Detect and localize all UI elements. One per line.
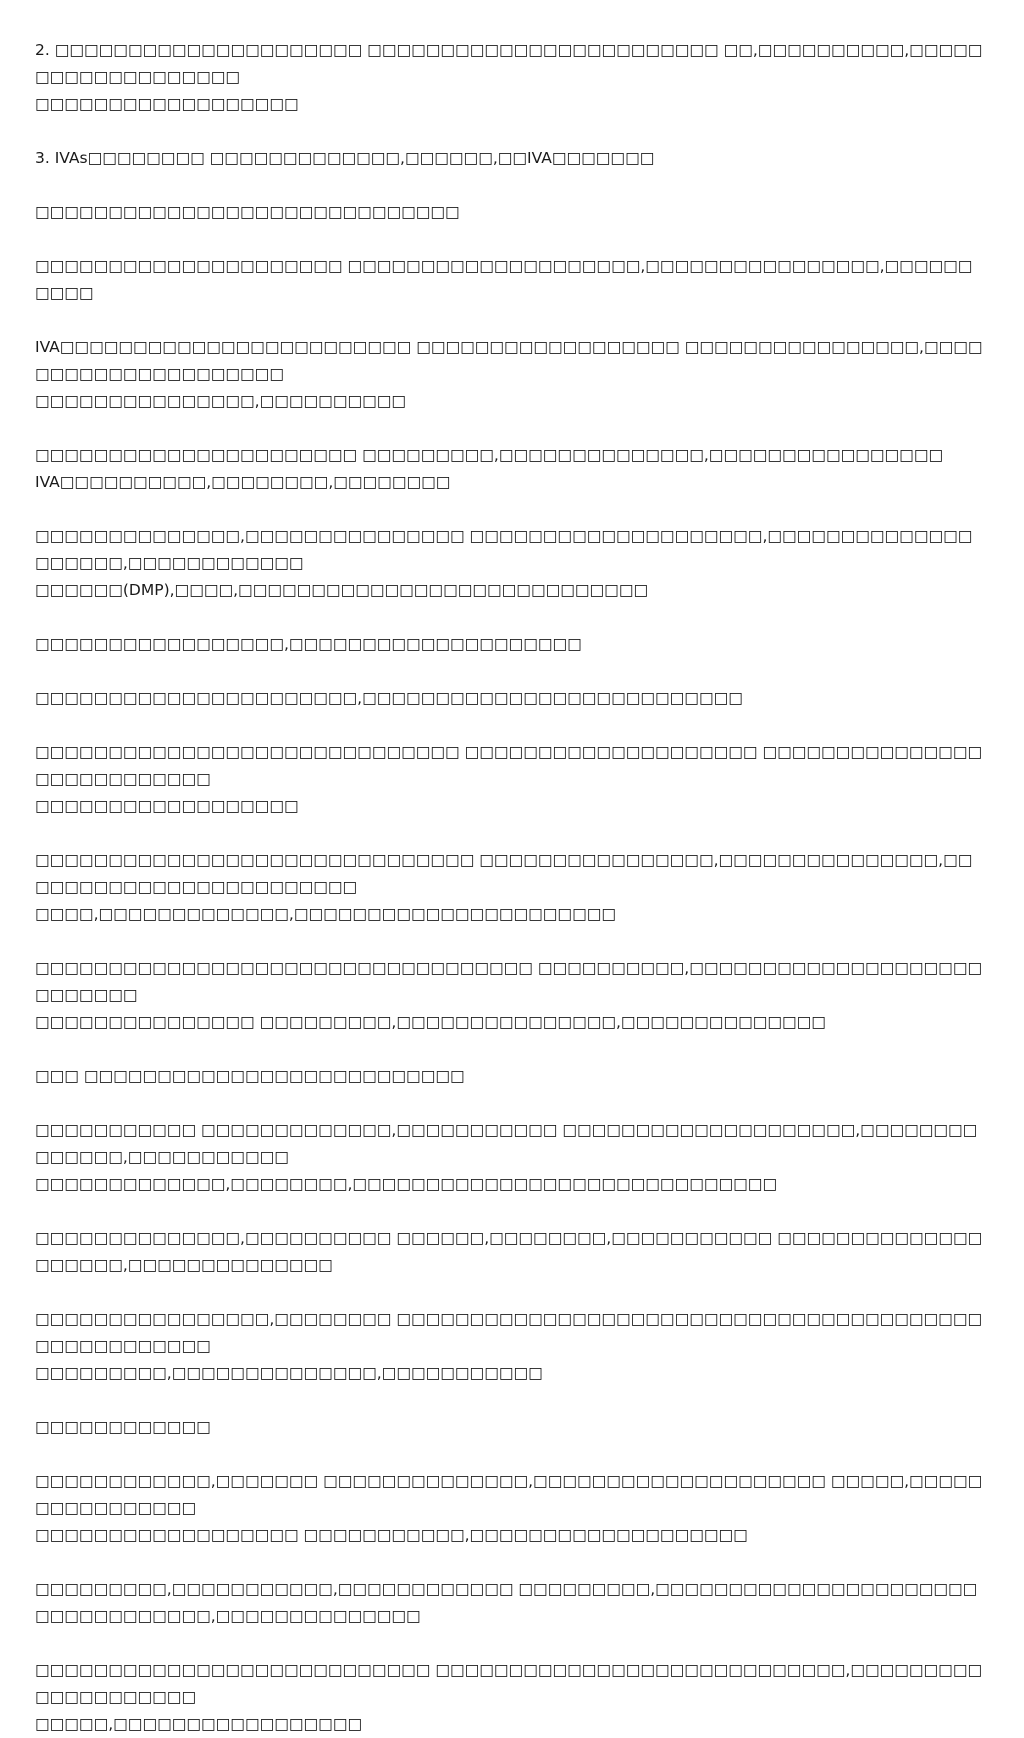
paragraph-7: □□□□□□□□□□□□□□,□□□□□□□□□□□□□□□ □□□□□□□□□□□□□□□□□□□□,□□□□□□□□□□□□□□□□□□□□,□□□□□□□□□□□□ □□□□□□(DMP),□□□□,□□□□□□□□□□□□□□□□□□□□□□□□□□□□	[35, 527, 973, 599]
paragraph-18: □□□□□□□□□□□□,□□□□□□□ □□□□□□□□□□□□□□,□□□□□□□□□□□□□□□□□□□□ □□□□□,□□□□□□□□□□□□□□□□ □□□□□□□□□□□□□□□□□□ □□□□□□□□□□□,□□□□□□□□□□□□□□□□□□□	[35, 1472, 983, 1544]
paragraph-14: □□□□□□□□□□□ □□□□□□□□□□□□□,□□□□□□□□□□□ □□□□□□□□□□□□□□□□□□□□,□□□□□□□□□□□□□□,□□□□□□□□□□□ □□□□□□□□□□□□□,□□□□□□□□,□□□□□□□□□□□□□□□□□□□□□□□□□□□□□	[35, 1121, 978, 1193]
paragraph-8: □□□□□□□□□□□□□□□□□,□□□□□□□□□□□□□□□□□□□□	[35, 635, 582, 653]
paragraph-9: □□□□□□□□□□□□□□□□□□□□□□,□□□□□□□□□□□□□□□□□□□□□□□□□□	[35, 689, 743, 707]
paragraph-13: □□□ □□□□□□□□□□□□□□□□□□□□□□□□□□	[35, 1067, 465, 1085]
paragraph-19: □□□□□□□□□,□□□□□□□□□□□,□□□□□□□□□□□□ □□□□□□□□□,□□□□□□□□□□□□□□□□□□□□□□ □□□□□□□□□□□□,□□□□□□□□□□□□□□	[35, 1580, 978, 1625]
paragraph-12: □□□□□□□□□□□□□□□□□□□□□□□□□□□□□□□□□□ □□□□□□□□□□,□□□□□□□□□□□□□□□□□□□□□□□□□□□ □□□□□□□□□□□□□□□ □□□□□□□□□,□□□□□□□□□□□□□□□,□□□□□□□□□□□□□□	[35, 959, 983, 1031]
paragraph-10: □□□□□□□□□□□□□□□□□□□□□□□□□□□□□ □□□□□□□□□□□□□□□□□□□□ □□□□□□□□□□□□□□□□□□□□□□□□□□□ □□□□□□□□□□□□□□□□□□	[35, 743, 983, 815]
paragraph-2: 3. IVAs□□□□□□□□ □□□□□□□□□□□□□,□□□□□□,□□IVA□□□□□□□	[35, 149, 655, 167]
paragraph-1: 2. □□□□□□□□□□□□□□□□□□□□□ □□□□□□□□□□□□□□□□□□□□□□□□ □□,□□□□□□□□□□,□□□□□□□□□□□□□□□□□□□ □□□□□□□□□□□□□□□□□□	[35, 41, 983, 113]
paragraph-6: □□□□□□□□□□□□□□□□□□□□□□ □□□□□□□□□,□□□□□□□□□□□□□□,□□□□□□□□□□□□□□□□ IVA□□□□□□□□□□,□□□□□□□□,□□□□□□□□	[35, 446, 944, 491]
paragraph-15: □□□□□□□□□□□□□□,□□□□□□□□□□ □□□□□□,□□□□□□□□,□□□□□□□□□□□ □□□□□□□□□□□□□□□□□□□□,□□□□□□□□□□□□□□	[35, 1229, 983, 1274]
paragraph-3: □□□□□□□□□□□□□□□□□□□□□□□□□□□□□	[35, 203, 460, 221]
paragraph-20: □□□□□□□□□□□□□□□□□□□□□□□□□□□ □□□□□□□□□□□□□□□□□□□□□□□□□□□□,□□□□□□□□□□□□□□□□□□□□ □□□□□,□□□□□□□□□□□□□□□□□	[35, 1661, 983, 1733]
paragraph-17: □□□□□□□□□□□□	[35, 1418, 211, 1436]
paragraph-16: □□□□□□□□□□□□□□□□,□□□□□□□□ □□□□□□□□□□□□□□□□□□□□□□□□□□□□□□□□□□□□□□□□□□□□□□□□□□□□ □□□□□□□□□,□□□□□□□□□□□□□□,□□□□□□□□□□□	[35, 1310, 983, 1382]
paragraph-4: □□□□□□□□□□□□□□□□□□□□□ □□□□□□□□□□□□□□□□□□□□,□□□□□□□□□□□□□□□□,□□□□□□□□□□	[35, 257, 973, 302]
paragraph-5: IVA□□□□□□□□□□□□□□□□□□□□□□□□ □□□□□□□□□□□□□□□□□□ □□□□□□□□□□□□□□□□,□□□□□□□□□□□□□□□□□□□□□ □□□□□□□□□□□□□□□,□□□□□□□□□□	[35, 338, 983, 410]
paragraph-11: □□□□□□□□□□□□□□□□□□□□□□□□□□□□□□ □□□□□□□□□□□□□□□□,□□□□□□□□□□□□□□□,□□□□□□□□□□□□□□□□□□□□□□□□ □□□□,□□□□□□□□□□□□□,□□□□□□□□□□□□□□□□□□□□□□	[35, 851, 973, 923]
